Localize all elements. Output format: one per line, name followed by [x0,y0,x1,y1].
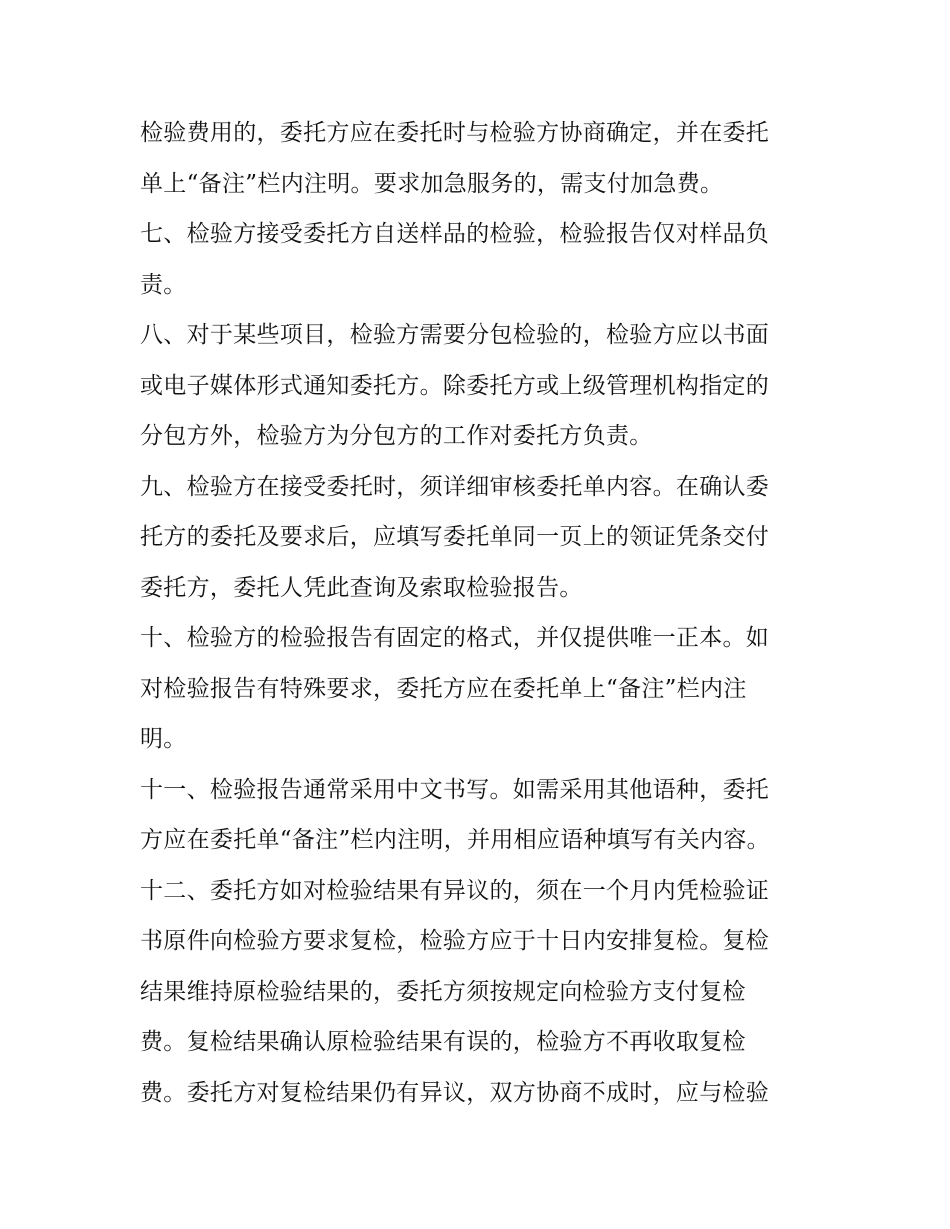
text-line: 七、检验方接受委托方自送样品的检验，检验报告仅对样品负 [140,221,770,247]
text-line: 检验费用的，委托方应在委托时与检验方协商确定，并在委托 [140,120,770,146]
document-body [140,108,820,1118]
text-line: 或电子媒体形式通知委托方。除委托方或上级管理机构指定的 [140,372,770,399]
text-line: 责。 [140,271,187,298]
text-line: 委托方，委托人凭此查询及索取检验报告。 [140,574,583,601]
text-line: 九、检验方在接受委托时，须详细审核委托单内容。在确认委 [140,473,770,500]
text-line: 十、检验方的检验报告有固定的格式，并仅提供唯一正本。如 [140,625,770,651]
text-line: 分包方外，检验方为分包方的工作对委托方负责。 [140,423,653,449]
text-line: 明。 [140,726,187,752]
text-line: 十二、委托方如对检验结果有异议的，须在一个月内凭检验证 [140,877,770,904]
text-line: 结果维持原检验结果的，委托方须按规定向检验方支付复检 [140,978,746,1005]
text-line: 费。复检结果确认原检验结果有误的，检验方不再收取复检 [140,1029,746,1055]
text-line: 八、对于某些项目，检验方需要分包检验的，检验方应以书面 [140,322,770,348]
text-line: 方应在委托单“备注”栏内注明，并用相应语种填写有关内容。 [140,827,770,853]
text-line: 费。委托方对复检结果仍有异议，双方协商不成时，应与检验 [140,1079,770,1106]
text-line: 书原件向检验方要求复检，检验方应于十日内安排复检。复检 [140,928,770,954]
text-line: 对检验报告有特殊要求，委托方应在委托单上“备注”栏内注 [140,675,747,702]
text-line: 十一、检验报告通常采用中文书写。如需采用其他语种，委托 [140,776,770,803]
text-line: 单上“备注”栏内注明。要求加急服务的，需支付加急费。 [140,170,724,197]
text-line: 托方的委托及要求后，应填写委托单同一页上的领证凭条交付 [140,524,770,550]
